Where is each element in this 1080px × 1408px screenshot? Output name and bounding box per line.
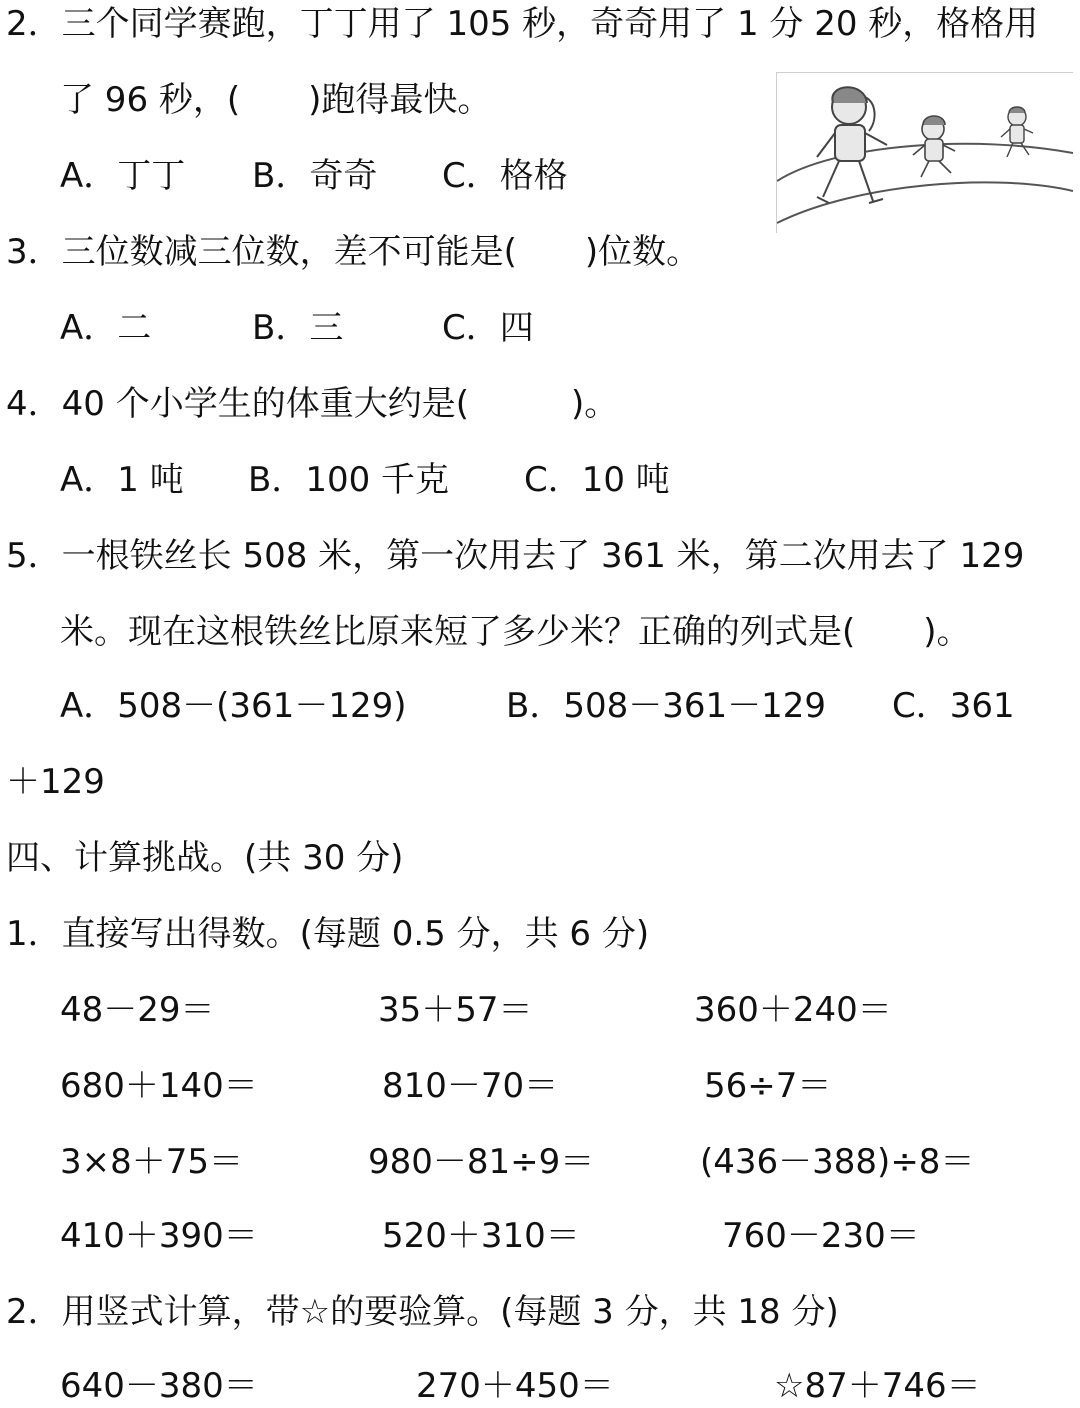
q4-option-c: C．10 吨 bbox=[524, 460, 670, 500]
q5-option-a: A．508－(361－129) bbox=[60, 686, 407, 726]
q5-line2: 米。现在这根铁丝比原来短了多少米？正确的列式是( )。 bbox=[60, 612, 971, 652]
q4-line1: 4．40 个小学生的体重大约是( )。 bbox=[6, 384, 619, 424]
q2-line1: 2．三个同学赛跑，丁丁用了 105 秒，奇奇用了 1 分 20 秒，格格用 bbox=[6, 4, 1039, 44]
vertical-calc-3: ☆87＋746＝ bbox=[774, 1366, 981, 1406]
running-children-illustration bbox=[776, 72, 1073, 233]
calc-1-2: 35＋57＝ bbox=[378, 990, 533, 1030]
calc-4-2: 520＋310＝ bbox=[382, 1216, 580, 1256]
q3-option-a: A．二 bbox=[60, 308, 152, 348]
q5-option-b: B．508－361－129 bbox=[506, 686, 827, 726]
q4-option-a: A．1 吨 bbox=[60, 460, 184, 500]
q2-option-c: C．格格 bbox=[442, 156, 568, 196]
calc-2-1: 680＋140＝ bbox=[60, 1066, 258, 1106]
q5-option-c-continued: ＋129 bbox=[6, 762, 105, 802]
calc-3-3: (436－388)÷8＝ bbox=[700, 1142, 975, 1182]
q2-option-b: B．奇奇 bbox=[252, 156, 378, 196]
q3-option-c: C．四 bbox=[442, 308, 534, 348]
calc-4-1: 410＋390＝ bbox=[60, 1216, 258, 1256]
running-track-icon bbox=[777, 73, 1073, 233]
q2-option-a: A．丁丁 bbox=[60, 156, 186, 196]
q5-option-c: C．361 bbox=[892, 686, 1015, 726]
q3-option-b: B．三 bbox=[252, 308, 344, 348]
calc-2-3: 56÷7＝ bbox=[704, 1066, 832, 1106]
section4-sub2-title: 2．用竖式计算，带☆的要验算。(每题 3 分，共 18 分) bbox=[6, 1292, 839, 1332]
section4-title: 四、计算挑战。(共 30 分) bbox=[6, 838, 404, 878]
section4-sub1-title: 1．直接写出得数。(每题 0.5 分，共 6 分) bbox=[6, 914, 650, 954]
calc-1-3: 360＋240＝ bbox=[694, 990, 892, 1030]
vertical-calc-2: 270＋450＝ bbox=[416, 1366, 614, 1406]
q5-line1: 5．一根铁丝长 508 米，第一次用去了 361 米，第二次用去了 129 bbox=[6, 536, 1025, 576]
calc-4-3: 760－230＝ bbox=[722, 1216, 920, 1256]
calc-3-2: 980－81÷9＝ bbox=[368, 1142, 595, 1182]
calc-1-1: 48－29＝ bbox=[60, 990, 215, 1030]
vertical-calc-1: 640－380＝ bbox=[60, 1366, 258, 1406]
q4-option-b: B．100 千克 bbox=[248, 460, 450, 500]
q3-line1: 3．三位数减三位数，差不可能是( )位数。 bbox=[6, 232, 701, 272]
q2-line2: 了 96 秒，( )跑得最快。 bbox=[60, 80, 492, 120]
calc-3-1: 3×8＋75＝ bbox=[60, 1142, 244, 1182]
calc-2-2: 810－70＝ bbox=[382, 1066, 559, 1106]
